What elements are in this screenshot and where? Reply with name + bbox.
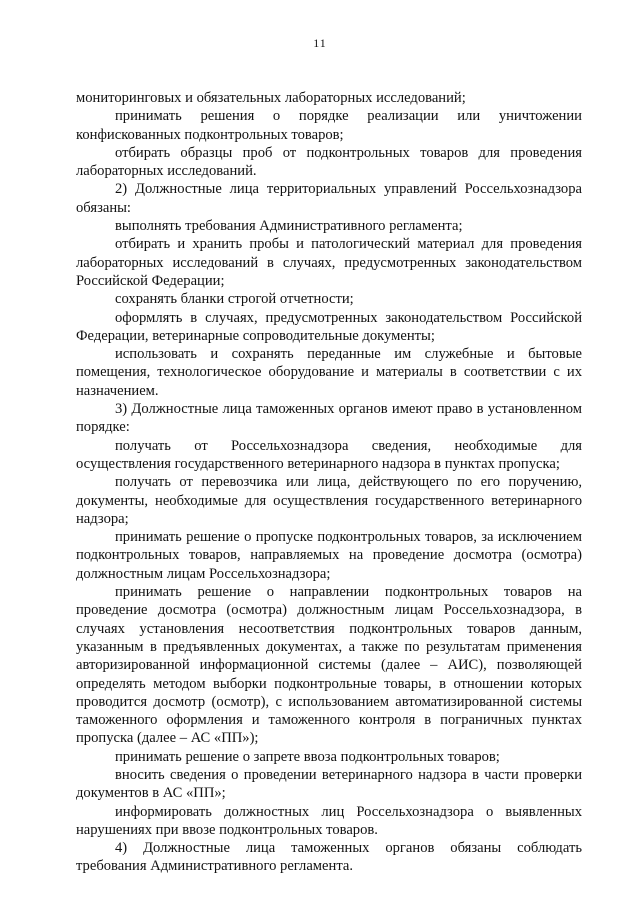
page-number: 11	[313, 36, 327, 50]
paragraph: выполнять требования Административного регламента;	[115, 218, 463, 235]
paragraph: принимать решение о запрете ввоза подконтрольных товаров;	[115, 748, 500, 765]
document-body	[76, 89, 582, 876]
paragraph: мониторинговых и обязательных лабораторных исследований;	[76, 90, 466, 106]
paragraph: информировать должностных лиц Россельхознадзора о выявленных нарушениях при ввозе подконтрольных товаров.	[76, 803, 582, 838]
paragraph: оформлять в случаях, предусмотренных законодательством Российской Федерации, ветеринарные сопроводительные документы;	[76, 309, 582, 344]
paragraph: 2) Должностные лица территориальных управлений Россельхознадзора обязаны:	[76, 181, 582, 216]
paragraph: принимать решение о пропуске подконтрольных товаров, за исключением подконтрольных товаров, направляемых на проведение досмотра (осмотра) должностным лицам Россельхознадзора;	[76, 529, 582, 582]
paragraph: принимать решения о порядке реализации или уничтожении конфискованных подконтрольных товаров;	[76, 108, 582, 143]
paragraph: принимать решение о направлении подконтрольных товаров на проведение досмотра (осмотра) должностным лицам Россельхознадзора, в случаях установления несоответствия подконтрольных товаров данным, указанным в предъявленных документах, а также по результатам применения авторизированной информационной системы (далее – АИС), позволяющей определять методом выборки подконтрольные товары, в отношении которых проводится досмотр (осмотр), с использованием автоматизированной системы таможенного оформления и таможенного контроля в пограничных пунктах пропуска (далее – АС «ПП»);	[76, 584, 582, 747]
paragraph: получать от Россельхознадзора сведения, необходимые для осуществления государственного ветеринарного надзора в пунктах пропуска;	[76, 437, 582, 472]
paragraph: отбирать и хранить пробы и патологический материал для проведения лабораторных исследований в случаях, предусмотренных законодательством Российской Федерации;	[76, 236, 582, 289]
paragraph: 3) Должностные лица таможенных органов имеют право в установленном порядке:	[76, 401, 582, 436]
paragraph: сохранять бланки строгой отчетности;	[115, 291, 354, 308]
paragraph: отбирать образцы проб от подконтрольных товаров для проведения лабораторных исследований.	[76, 144, 582, 180]
paragraph: получать от перевозчика или лица, действующего по его поручению, документы, необходимые для осуществления государственного ветеринарного надзора;	[76, 474, 582, 527]
paragraph: 4) Должностные лица таможенных органов обязаны соблюдать требования Административного регламента.	[76, 840, 582, 875]
paragraph: вносить сведения о проведении ветеринарного надзора в части проверки документов в АС «ПП»;	[76, 766, 582, 802]
paragraph: использовать и сохранять переданные им служебные и бытовые помещения, технологическое оборудование и материалы в соответствии с их назначением.	[76, 346, 582, 399]
